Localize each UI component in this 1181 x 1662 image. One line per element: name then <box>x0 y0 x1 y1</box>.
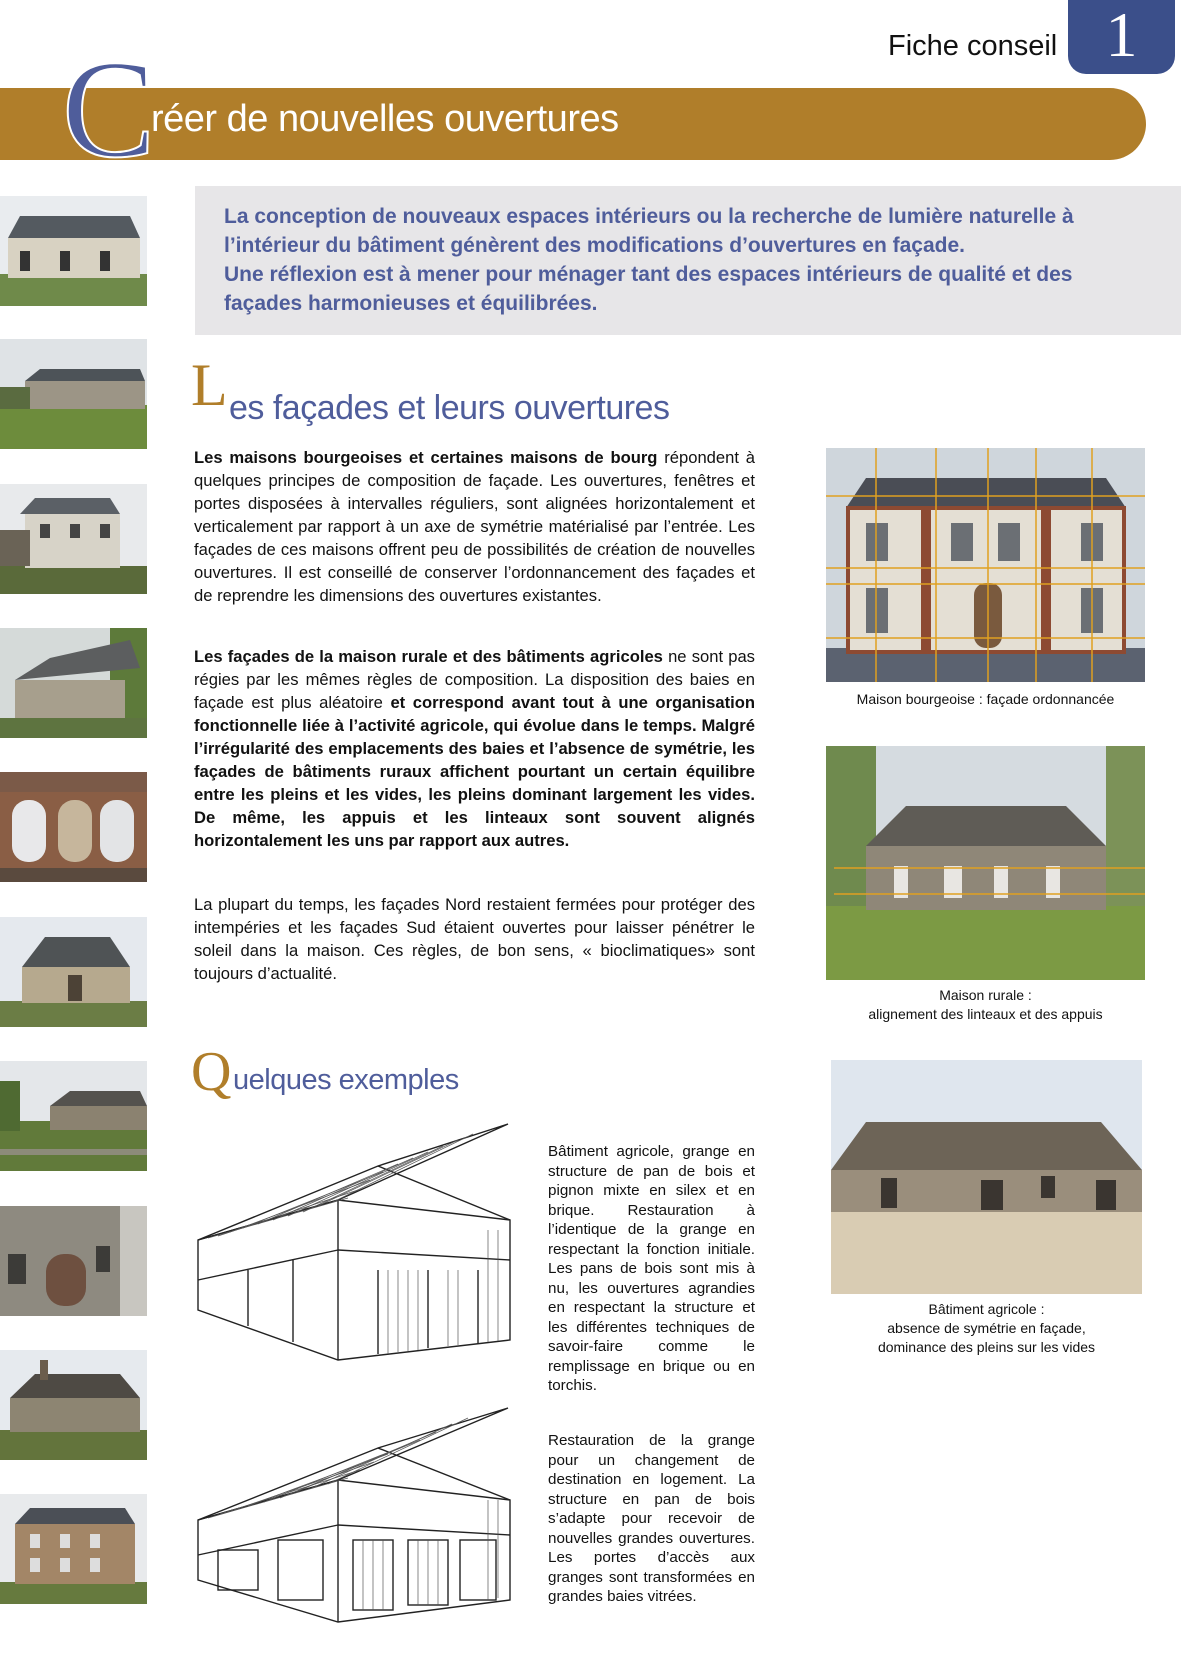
body-paragraph <box>194 446 755 607</box>
thumbnail-photo <box>0 484 147 594</box>
intro-box <box>195 186 1181 335</box>
photo-caption <box>826 986 1145 1024</box>
thumbnail-photo <box>0 917 147 1027</box>
thumbnail-photo <box>0 628 147 738</box>
body-text: répondent à quelques principes de composition de façade. Les ouvertures, fenêtres et portes disposées à intervalles réguliers, sont alignées horizontalement et verticalement par rapport à un axe de symétrie matérialisé par l’entrée. Les façades de ces maisons offrent peu de possibilités de création de nouvelles ouvertures. Il est conseillé de conserver l’ordonnancement des façades et de reprendre les dimensions des ouvertures existantes. <box>194 448 756 605</box>
thumbnail-photo <box>0 1494 147 1604</box>
photo-batiment-agricole <box>831 1060 1142 1294</box>
barn-sketch-1 <box>188 1110 533 1372</box>
body-paragraph <box>194 893 755 985</box>
page-title: réer de nouvelles ouvertures <box>151 98 619 140</box>
thumbnail-photo <box>0 1350 147 1460</box>
section-initial: L <box>191 352 228 418</box>
photo-caption <box>831 1300 1142 1357</box>
section-initial: Q <box>191 1041 232 1103</box>
example-text: Restauration de la grange pour un changement de destination en logement. La structure en pan de bois s’adapte pour recevoir de nouvelles grandes ouvertures. Les portes d’accès aux granges sont transformées en grandes baies vitrées. <box>548 1432 755 1605</box>
thumbnail-photo <box>0 1206 147 1316</box>
body-bold: Les façades de la maison rurale et des bâtiments agricoles <box>194 647 663 666</box>
body-paragraph <box>194 645 755 852</box>
photo-caption: Maison bourgeoise : façade ordonnancée <box>856 691 1115 707</box>
body-bold: et correspond avant tout à une organisation fonctionnelle liée à l’activité agricole, qui évolue dans le temps. Malgré l’irrégularité des emplacements des baies et l’absence de symétrie, les façades de bâtiments ruraux affichent pourtant un certain équilibre entre les pleins et les vides, les pleins dominant largement les vides. De même, les appuis et les linteaux sont souvent alignés horizontalement les uns par rapport aux autres. <box>194 693 756 850</box>
intro-line: façades harmonieuses et équilibrées. <box>224 292 598 315</box>
fiche-label: Fiche conseil <box>888 30 1058 62</box>
thumbnail-photo <box>0 339 147 449</box>
body-text: La plupart du temps, les façades Nord restaient fermées pour protéger des intempéries et les façades Sud étaient ouvertes pour laisser pénétrer le soleil dans la maison. Ces règles, de bon sens, « bioclimatiques» sont toujours d’actualité. <box>194 895 755 983</box>
photo-maison-bourgeoise <box>826 448 1145 682</box>
caption-line: Maison rurale : <box>939 987 1032 1003</box>
example-text: Bâtiment agricole, grange en structure de pan de bois et pignon mixte en silex et en brique. Restauration à l’identique de la grange en respectant la fonction initiale. Les pans de bois sont mis à nu, les ouvertures agrandies en respectant la structure et les différentes techniques de savoir-faire comme le remplissage en brique ou en torchis. <box>548 1143 755 1394</box>
thumbnail-photo <box>0 196 147 306</box>
section-heading: es façades et leurs ouvertures <box>229 389 670 427</box>
section-heading: uelques exemples <box>233 1064 459 1096</box>
fiche-number: 1 <box>1105 0 1138 70</box>
title-initial: C <box>62 32 156 187</box>
intro-line: l’intérieur du bâtiment génèrent des modifications d’ouvertures en façade. <box>224 234 965 257</box>
caption-line: alignement des linteaux et des appuis <box>868 1006 1103 1022</box>
caption-line: Bâtiment agricole : <box>928 1301 1045 1317</box>
thumbnail-photo <box>0 772 147 882</box>
thumbnail-photo <box>0 1061 147 1171</box>
caption-line: dominance des pleins sur les vides <box>877 1339 1096 1355</box>
body-bold: Les maisons bourgeoises et certaines maisons de bourg <box>194 448 658 467</box>
caption-line: absence de symétrie en façade, <box>887 1320 1086 1336</box>
intro-line: Une réflexion est à mener pour ménager tant des espaces intérieurs de qualité et des <box>224 263 1073 286</box>
barn-sketch-2 <box>188 1400 533 1662</box>
body-text: ne sont pas régies par les mêmes règles de composition. La disposition des baies en façade est plus aléatoire <box>194 647 755 712</box>
intro-line: La conception de nouveaux espaces intérieurs ou la recherche de lumière naturelle à <box>224 205 1074 228</box>
photo-maison-rurale <box>826 746 1145 980</box>
